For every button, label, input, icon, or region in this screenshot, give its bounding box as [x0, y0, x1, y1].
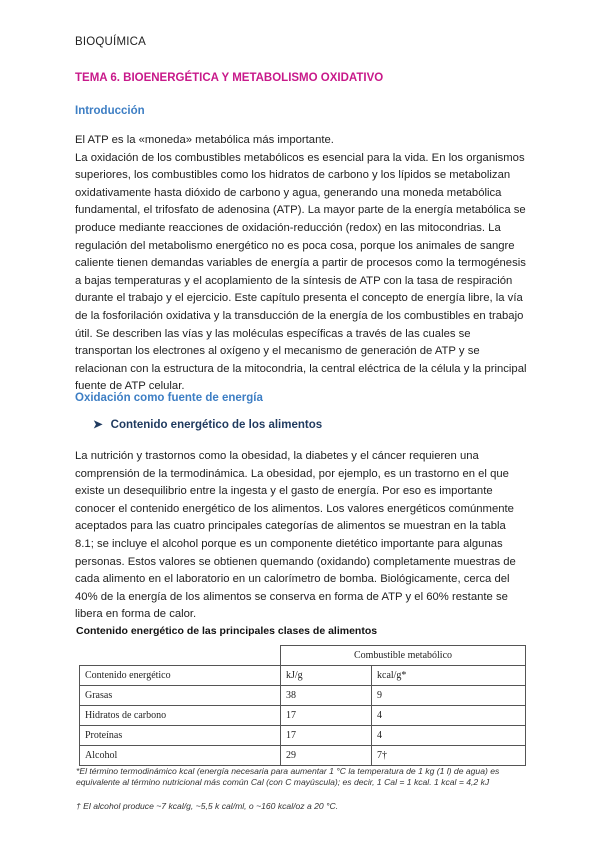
intro-paragraph	[75, 132, 527, 396]
table-cell: Proteínas	[80, 726, 281, 746]
energy-table	[79, 645, 526, 766]
table-header-cell: Contenido energético	[80, 666, 281, 686]
section2-paragraph	[75, 448, 527, 624]
table-cell: Grasas	[80, 686, 281, 706]
table-header-cell: kcal/g*	[372, 666, 526, 686]
table-cell: 29	[281, 746, 372, 766]
table-group-header-row	[80, 646, 526, 666]
table-row	[80, 686, 526, 706]
table-cell: Hidratos de carbono	[80, 706, 281, 726]
table-cell: 7†	[372, 746, 526, 766]
table-cell: 38	[281, 686, 372, 706]
intro-lead-line: El ATP es la «moneda» metabólica más importante.	[75, 134, 334, 146]
table-caption: Contenido energético de las principales clases de alimentos	[76, 625, 378, 637]
table-cell: 17	[281, 706, 372, 726]
table-cell: Alcohol	[80, 746, 281, 766]
table-cell: 4	[372, 706, 526, 726]
table-row	[80, 746, 526, 766]
subsection-heading-text: Contenido energético de los alimentos	[110, 419, 323, 431]
table-row	[80, 706, 526, 726]
table-group-header: Combustible metabólico	[281, 646, 526, 666]
table-footnote: *El término termodinámico kcal (energía necesaria para aumentar 1 °C la temperatura de 1 kg (1 l) de agua) es equivalente al término nutricional más común Cal (con C mayúscula); es decir, 1 Cal = 1 kcal. 1 kcal = 4,2 kJ	[76, 766, 500, 787]
table-row	[80, 726, 526, 746]
subsection-heading	[93, 417, 322, 431]
table-cell: 17	[281, 726, 372, 746]
section2-body: La nutrición y trastornos como la obesidad, la diabetes y el cáncer requieren una comprensión de la termodinámica. La obesidad, por ejemplo, es un trastorno en el que existe un desequilibrio entre la ingesta y el gasto de energía. Por eso es importante conocer el contenido energético de los alimentos. Los valores energéticos comúnmente aceptados para las cuatro principales categorías de alimentos se muestran en la tabla 8.1; se incluye el alcohol porque es un componente dietético importante para algunas personas. Estos valores se obtienen quemando (oxidando) completamente muestras de cada alimento en el laboratorio en un calorímetro de bomba. Biológicamente, cerca del 40% de la energía de los alimentos se conserva en forma de ATP y el 60% restante se libera en forma de calor.	[75, 450, 516, 621]
intro-body: La oxidación de los combustibles metabólicos es esencial para la vida. En los organismos superiores, los combustibles como los hidratos de carbono y los lípidos se metabolizan oxidativamente hasta dióxido de carbono y agua, generando una moneda metabólica fundamental, el trifosfato de adenosina (ATP). La mayor parte de la energía metabólica se produce mediante reacciones de oxidación-reducción (redox) en las mitocondrias. La regulación del metabolismo energético no es poca cosa, porque los animales de sangre caliente tienen demandas variables de energía a partir de procesos como la termogénesis a bajas temperaturas y el acoplamiento de la síntesis de ATP con la tasa de respiración durante el trabajo y el ejercicio. Este capítulo presenta el concepto de energía libre, la vía de la fosforilación oxidativa y la transducción de la energía de los combustibles en trabajo útil. Se describen las vías y las moléculas específicas a través de las cuales se transportan los electrones al oxígeno y el mecanismo de generación de ATP y se relacionan con la estructura de la mitocondria, la central eléctrica de la célula y la principal fuente de ATP celular.	[75, 151, 527, 393]
intro-heading: Introducción	[75, 105, 145, 117]
table-cell: 4	[372, 726, 526, 746]
chapter-title: TEMA 6. BIOENERGÉTICA Y METABOLISMO OXIDATIVO	[75, 72, 384, 84]
table-header-cell: kJ/g	[281, 666, 372, 686]
arrow-bullet-icon: ➤	[93, 419, 103, 431]
table-corner-cell	[80, 646, 281, 666]
page-header: BIOQUÍMICA	[75, 36, 147, 48]
table-cell: 9	[372, 686, 526, 706]
section-heading-oxidation: Oxidación como fuente de energía	[75, 392, 263, 404]
table-footnote-alcohol: † El alcohol produce ~7 kcal/g, ~5,5 k cal/ml, o ~160 kcal/oz a 20 °C.	[76, 801, 339, 811]
table-header-row	[80, 666, 526, 686]
